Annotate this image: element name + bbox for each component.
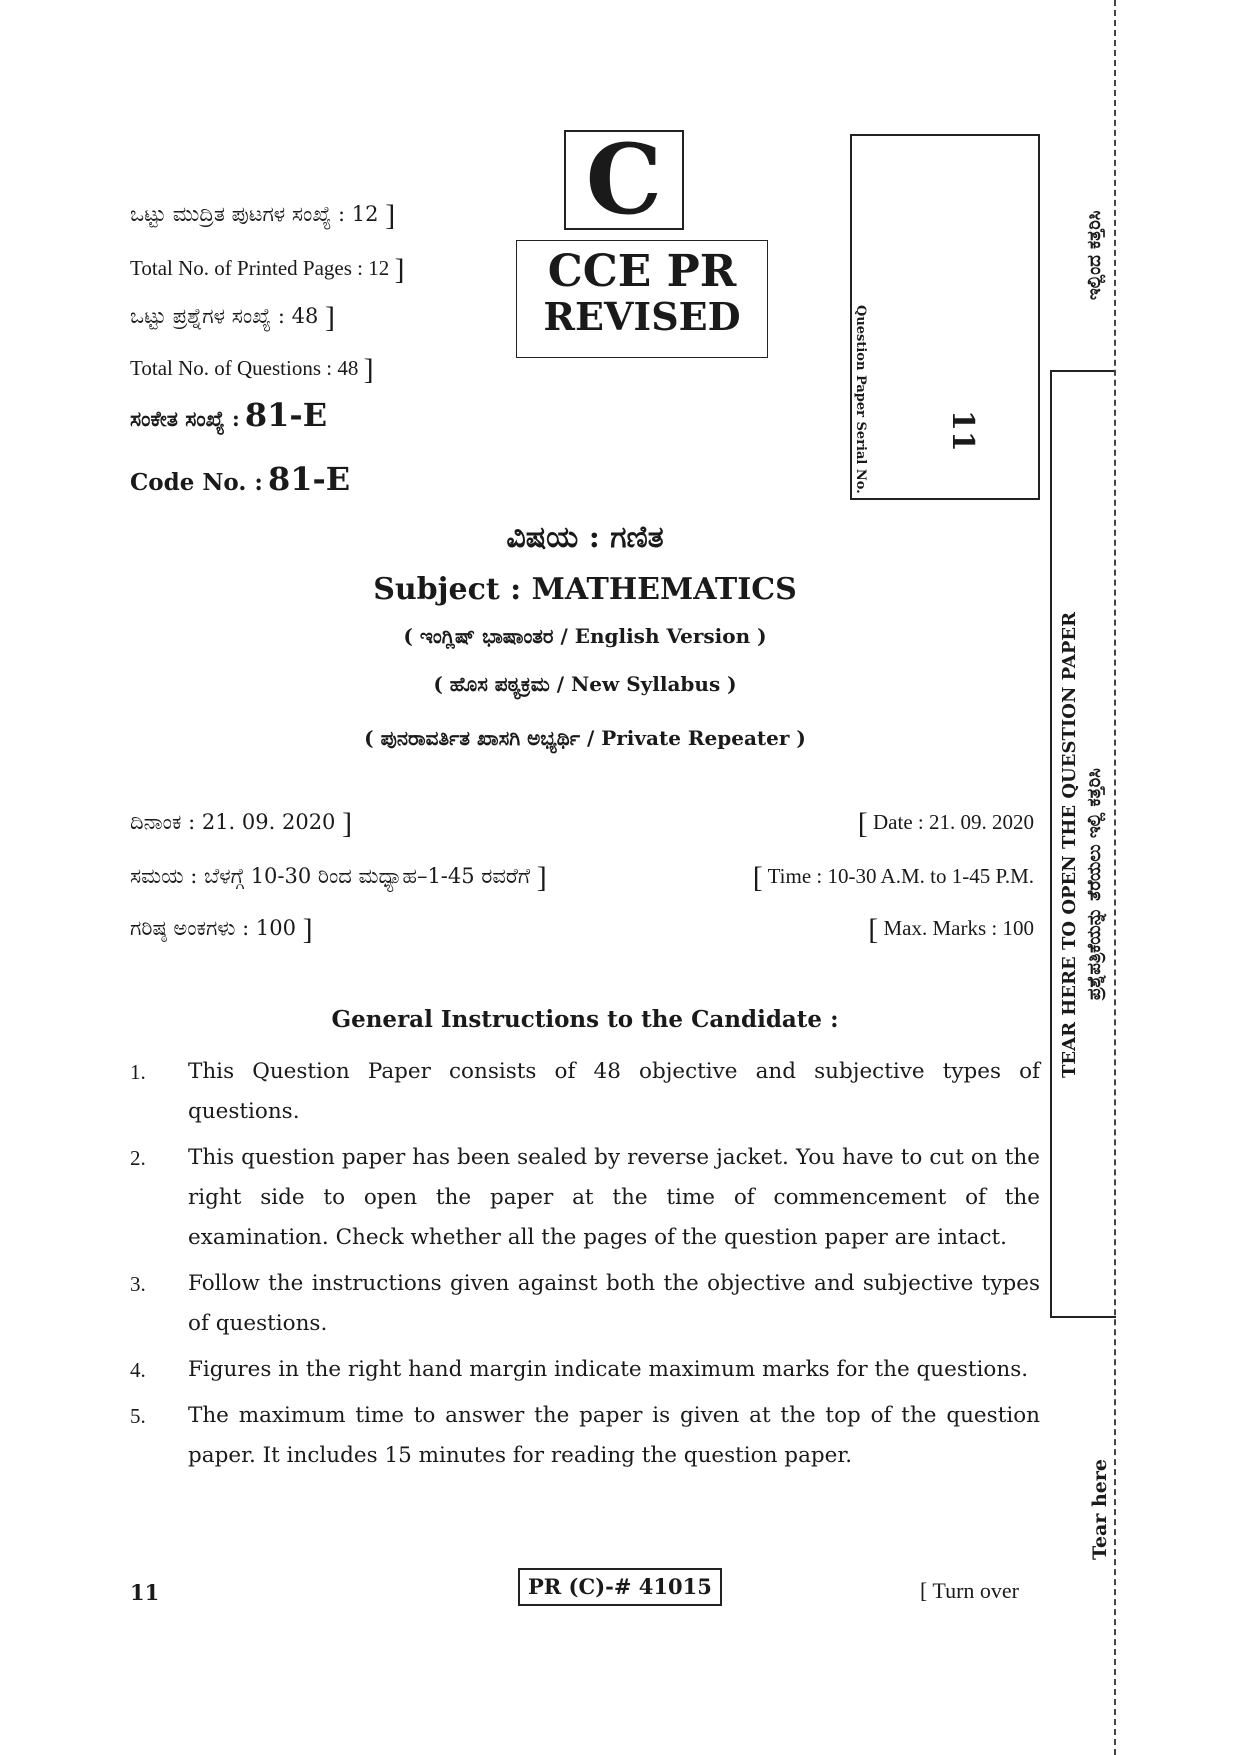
instruction-item: [130, 1138, 1040, 1258]
total-questions-kannada: ಒಟ್ಟು ಪ್ರಶ್ನೆಗಳ ಸಂಖ್ಯೆ : 48 ]: [130, 301, 336, 334]
tear-instruction-kannada: ಪ್ರಶ್ನೆಪತ್ರಿಕೆಯನ್ನು ತೆರೆಯಲು ಇಲ್ಲಿ ಕತ್ತರಿಸಿ: [1084, 768, 1105, 1000]
instruction-number: 5.: [130, 1404, 146, 1428]
time-english: [ Time : 10-30 A.M. to 1-45 P.M.: [752, 861, 1034, 894]
date-kannada: ದಿನಾಂಕ : 21. 09. 2020 ]: [130, 807, 353, 840]
syllabus-line: ( ಹೊಸ ಪಠ್ಯಕ್ರಮ / New Syllabus ): [433, 672, 737, 696]
total-questions-english: Total No. of Questions : 48 ]: [130, 353, 374, 386]
tear-here-label: Tear here: [1089, 1459, 1111, 1560]
instruction-text: Figures in the right hand margin indicate maximum marks for the questions.: [188, 1357, 1029, 1382]
instruction-number: 1.: [130, 1060, 146, 1084]
instruction-number: 2.: [130, 1146, 146, 1170]
paper-code: PR (C)-# 41015: [518, 1568, 722, 1606]
top-cut-label: ಇಲ್ಲಿಂದ ಕತ್ತರಿಸಿ: [1084, 210, 1105, 300]
instructions-list: [130, 1052, 1040, 1482]
instruction-item: [130, 1350, 1040, 1390]
instruction-item: [130, 1396, 1040, 1476]
max-marks-kannada: ಗರಿಷ್ಠ ಅಂಕಗಳು : 100 ]: [130, 913, 313, 946]
page-number: 11: [130, 1580, 160, 1605]
tear-instruction-english: TEAR HERE TO OPEN THE QUESTION PAPER: [1059, 611, 1080, 1078]
printed-pages-kannada: ಒಟ್ಟು ಮುದ್ರಿತ ಪುಟಗಳ ಸಂಖ್ಯೆ : 12 ]: [130, 199, 396, 232]
instruction-text: The maximum time to answer the paper is given at the top of the question paper. It includes 15 minutes for reading the question paper.: [188, 1403, 1040, 1468]
date-english: [ Date : 21. 09. 2020: [857, 807, 1034, 840]
instruction-text: This Question Paper consists of 48 objective and subjective types of questions.: [188, 1059, 1040, 1124]
instruction-number: 4.: [130, 1358, 146, 1382]
tear-dashed-line: [1114, 0, 1116, 1755]
code-number-english: Code No. : 81-E: [130, 460, 351, 498]
instruction-number: 3.: [130, 1272, 146, 1296]
instruction-text: This question paper has been sealed by reverse jacket. You have to cut on the right side to open the paper at the time of commencement of the examination. Check whether all the pages of the question paper are intact.: [188, 1145, 1040, 1250]
serial-number: 11: [945, 410, 980, 452]
serial-number-label: Question Paper Serial No.: [853, 305, 868, 494]
version-line: ( ಇಂಗ್ಲಿಷ್ ಭಾಷಾಂತರ / English Version ): [403, 624, 767, 648]
repeater-line: ( ಪುನರಾವರ್ತಿತ ಖಾಸಗಿ ಅಭ್ಯರ್ಥಿ / Private Repeater ): [364, 726, 806, 750]
turn-over: [ Turn over: [920, 1578, 1020, 1603]
instruction-text: Follow the instructions given against both the objective and subjective types of questions.: [188, 1271, 1040, 1336]
code-number-kannada: ಸಂಕೇತ ಸಂಖ್ಯೆ : 81-E: [130, 396, 328, 434]
printed-pages-english: Total No. of Printed Pages : 12 ]: [130, 253, 405, 286]
version-letter-box: [564, 123, 684, 236]
subject-kannada: ವಿಷಯ : ಗಣಿತ: [506, 520, 664, 555]
instruction-item: [130, 1264, 1040, 1344]
version-letter: C: [585, 123, 663, 236]
cce-box: [516, 240, 768, 358]
instruction-item: [130, 1052, 1040, 1132]
time-kannada: ಸಮಯ : ಬೆಳಗ್ಗೆ 10-30 ರಿಂದ ಮಧ್ಯಾಹ–1-45 ರವರೆಗೆ ]: [130, 861, 547, 894]
instructions-heading: General Instructions to the Candidate :: [331, 1006, 839, 1033]
cce-label: CCE PR: [547, 246, 737, 297]
max-marks-english: [ Max. Marks : 100: [868, 913, 1034, 946]
revised-label: REVISED: [543, 294, 741, 339]
subject-english: Subject : MATHEMATICS: [373, 572, 797, 607]
